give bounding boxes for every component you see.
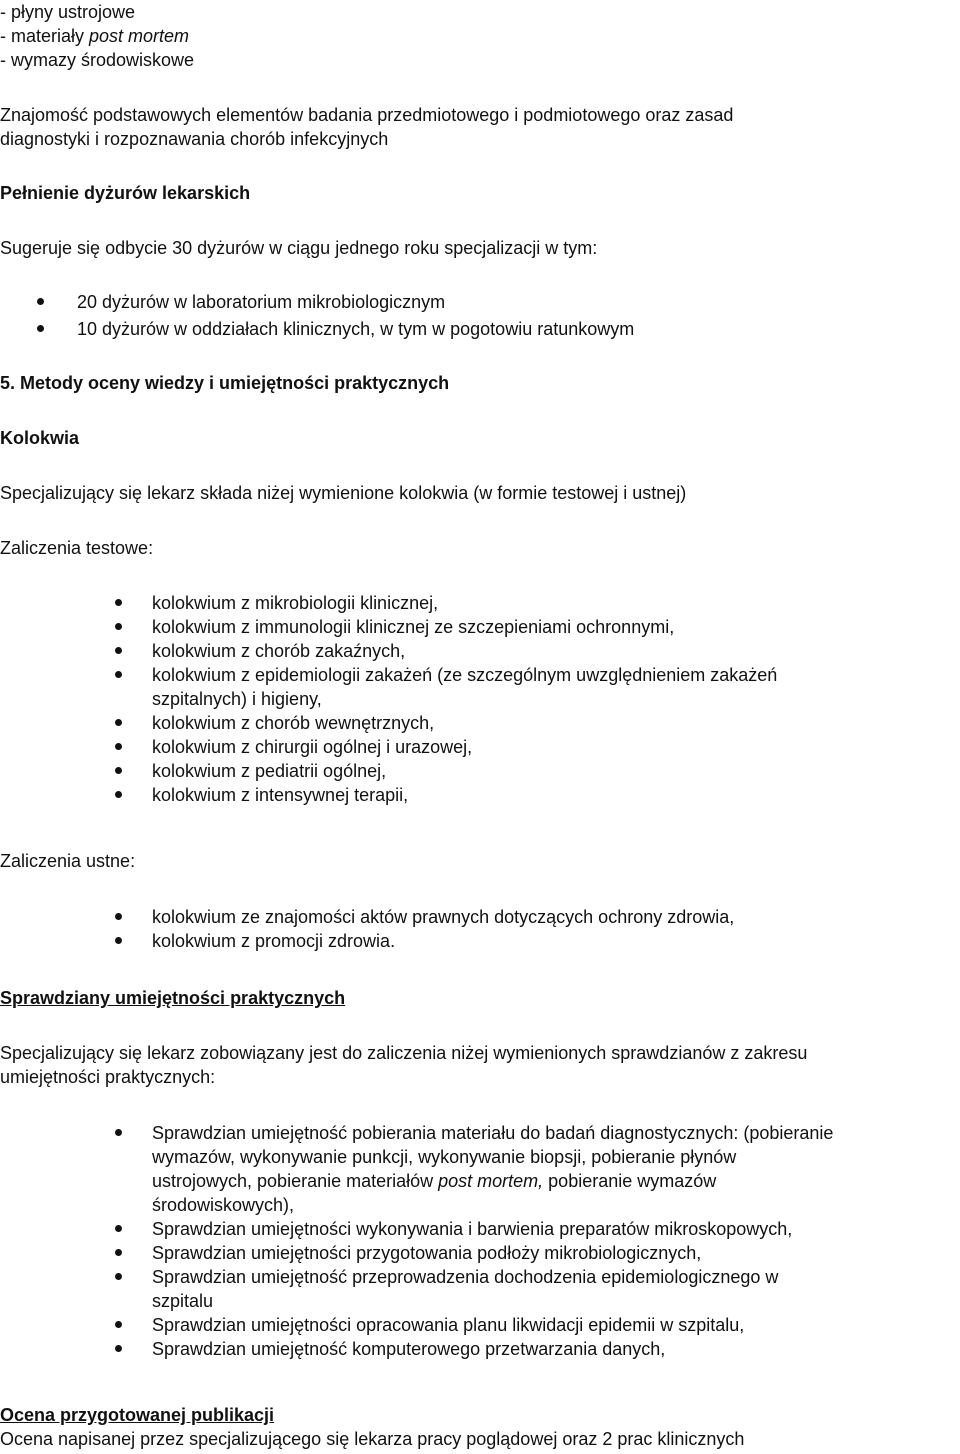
tests-label: Zaliczenia testowe: [0,538,154,558]
bullet-icon [115,1249,122,1256]
practical-intro-line-1: Specjalizujący się lekarz zobowiązany jest do zaliczenia niżej wymienionych sprawdzianów z zakresu [0,1043,808,1063]
bullet-icon [115,1273,122,1280]
duty-heading: Pełnienie dyżurów lekarskich [0,183,251,203]
document-page: - płyny ustrojowe - materiały post mortem - wymazy środowiskowe Znajomość podstawowych elementów badania przedmiotowego i podmiotowego oraz zasad diagnostyki i rozpoznawania chorób infekcyjnych Pełnienie dyżurów lekarskich Sugeruje się odbycie 30 dyżurów w ciągu jednego roku specjalizacji w tym: 20 dyżurów w laboratorium mikrobiologicznym 10 dyżurów w oddziałach klinicznych, w tym w pogotowiu ratunkowym 5. Metody oceny wiedzy i umiejętności praktycznych Kolokwia Specjalizujący się lekarz składa niżej wymienione kolokwia (w formie testowej i ustnej) Zaliczenia testowe: kolokwium z mikrobiologii klinicznej, kolokwium z immunologii klinicznej ze szczepieniami ochronnymi, kolokwium z chorób zakaźnych, kolokwium z epidemiologii zakażeń (ze szczególnym uwzględnieniem zakażeń szpitalnych) i higieny, kolokwium z chorób wewnętrznych, kolokwium z chirurgii ogólnej i urazowej, kolokwium z pediatrii ogólnej, kolokwium z intensywnej terapii, Zaliczenia ustne: kolokwium ze znajomości aktów prawnych dotyczących ochrony zdrowia, kolokwium z promocji zdrowia. Sprawdziany umiejętności praktycznych Specjalizujący się lekarz zobowiązany jest do zaliczenia niżej wymienionych sprawdzianów z zakresu umiejętności praktycznych: Sprawdzian umiejętność pobierania materiału do badań diagnostycznych: (pobieranie wymazów, wykonywanie punkcji, wykonywanie biopsji, pobieranie płynów ustrojowych, pobieranie materiałów post mortem, pobieranie wymazów środowiskowych), Sprawdzian umiejętności wykonywania i barwienia preparatów mikroskopowych, Sprawdzian umiejętności przygotowania podłoży mikrobiologicznych, Sprawdzian umiejętność przeprowadzenia dochodzenia epidemiologicznego w szpitalu Sprawdzian umiejętności opracowania planu likwidacji epidemii w szpitalu, Sprawdzian umiejętność komputerowego przetwarzania danych, Ocena przygotowanej publikacji Ocena napisanej przez specjalizującego się lekarza pracy poglądowej oraz 2 prac klinicznych [0,2,834,1449]
bullet-icon [115,1129,122,1136]
practical-intro-line-2: umiejętności praktycznych: [0,1067,216,1087]
knowledge-paragraph-line-2: diagnostyki i rozpoznawania chorób infekcyjnych [0,129,389,149]
section-5-heading: 5. Metody oceny wiedzy i umiejętności praktycznych [0,373,450,393]
bullet-icon [115,743,122,750]
bullet-icon [37,298,44,305]
bullet-icon [115,623,122,630]
dash-item-post-mortem: - materiały post mortem [0,26,190,46]
duty-intro: Sugeruje się odbycie 30 dyżurów w ciągu jednego roku specjalizacji w tym: [0,238,598,258]
colloquia-intro: Specjalizujący się lekarz składa niżej wymienione kolokwia (w formie testowej i ustnej) [0,483,687,503]
bullet-icon [115,791,122,798]
bullet-icon [115,1345,122,1352]
bullet-icon [115,937,122,944]
dash-item-environmental-swabs: - wymazy środowiskowe [0,50,195,70]
bullet-icon [115,647,122,654]
oral-label: Zaliczenia ustne: [0,851,136,871]
publication-text: Ocena napisanej przez specjalizującego się lekarza pracy poglądowej oraz 2 prac klinicznych [0,1429,745,1449]
bullet-icon [115,1225,122,1232]
dash-item-body-fluids: - płyny ustrojowe [0,2,136,22]
publication-heading: Ocena przygotowanej publikacji [0,1405,275,1425]
bullet-icon [115,913,122,920]
bullet-icon [115,599,122,606]
bullet-icon [37,325,44,332]
bullet-icon [115,767,122,774]
practical-heading: Sprawdziany umiejętności praktycznych [0,988,346,1008]
bullet-icon [115,671,122,678]
bullet-icon [115,1321,122,1328]
knowledge-paragraph-line-1: Znajomość podstawowych elementów badania przedmiotowego i podmiotowego oraz zasad [0,105,734,125]
bullet-icon [115,719,122,726]
colloquia-heading: Kolokwia [0,428,80,448]
